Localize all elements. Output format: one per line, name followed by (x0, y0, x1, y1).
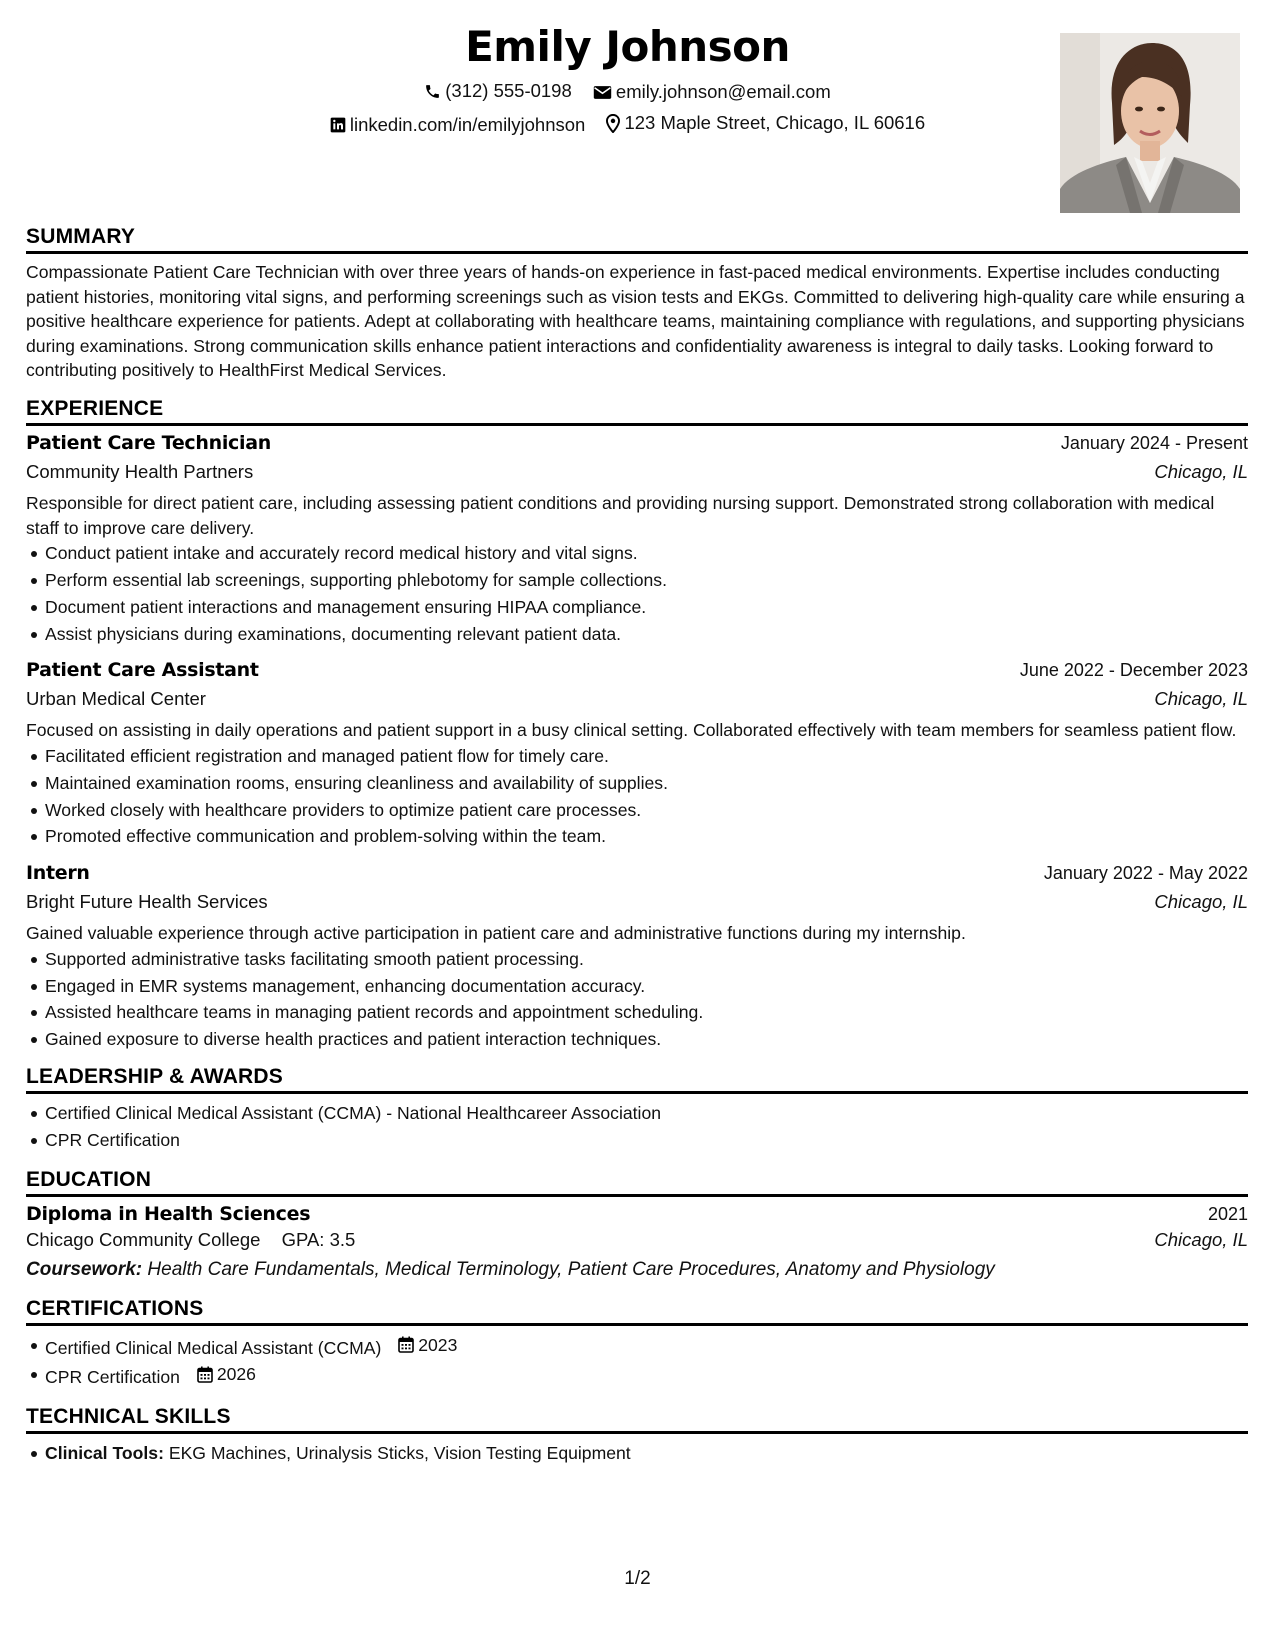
envelope-icon (593, 85, 612, 100)
job-organization: Urban Medical Center (26, 688, 206, 710)
bullet-item: Conduct patient intake and accurately record medical history and vital signs. (26, 540, 1248, 567)
certification-name: CPR Certification (45, 1367, 180, 1388)
bullet-item: Assist physicians during examinations, documenting relevant patient data. (26, 621, 1248, 648)
job-description: Focused on assisting in daily operations and patient support in a busy clinical setting. Collaborated effectively with team members for seamless patient flow. (26, 720, 1237, 741)
leadership-item: CPR Certification (26, 1127, 1248, 1154)
job-dates: January 2024 - Present (1060, 432, 1248, 453)
certification-date (398, 1332, 457, 1359)
skills-list (26, 1440, 1248, 1467)
experience-entry (26, 862, 1248, 1053)
skill-category: Clinical Tools: (45, 1442, 164, 1463)
job-dates: June 2022 - December 2023 (1019, 660, 1248, 681)
bullet-item: Engaged in EMR systems management, enhancing documentation accuracy. (26, 973, 1248, 1000)
job-bullets (26, 540, 1248, 647)
bullet-item: Worked closely with healthcare providers to optimize patient care processes. (26, 797, 1248, 824)
bullet-item: Gained exposure to diverse health practices and patient interaction techniques. (26, 1026, 1248, 1053)
job-title: Patient Care Technician (26, 431, 271, 454)
map-pin-icon (606, 114, 620, 133)
graduation-year: 2021 (1207, 1203, 1248, 1224)
bullet-item: Perform essential lab screenings, supporting phlebotomy for sample collections. (26, 567, 1248, 594)
bullet-item: Facilitated efficient registration and managed patient flow for timely care. (26, 743, 1248, 770)
leadership-section (26, 1065, 1248, 1154)
skill-item (26, 1440, 1248, 1467)
phone-number: (312) 555-0198 (445, 80, 572, 101)
skills-section (26, 1405, 1248, 1467)
job-bullets (26, 946, 1248, 1053)
job-description: Gained valuable experience through active participation in patient care and administrative functions during my internship. (26, 923, 966, 944)
linkedin-url[interactable]: linkedin.com/in/emilyjohnson (349, 113, 586, 135)
certification-item (26, 1361, 1248, 1391)
phone-contact (424, 80, 572, 102)
certification-date (197, 1361, 256, 1388)
school-location: Chicago, IL (1154, 1228, 1248, 1250)
phone-icon (424, 83, 441, 100)
section-heading-education: EDUCATION (26, 1168, 1248, 1197)
section-heading-certifications: CERTIFICATIONS (26, 1297, 1248, 1326)
linkedin-contact[interactable] (330, 114, 585, 136)
summary-text: Compassionate Patient Care Technician with over three years of hands-on experience in fast-paced medical environments. Expertise includes conducting patient histories, monitoring vital signs, and performing screenings such as vision tests and EKGs. Committed to delivering high-quality care while ensuring a positive healthcare experience for patients. Adept at collaborating with healthcare teams, maintaining compliance with regulations, and supporting physicians during examinations. Strong communication skills enhance patient interactions and confidentiality awareness is integral to daily tasks. Looking forward to contributing positively to HealthFirst Medical Services. (26, 262, 1245, 381)
job-location: Chicago, IL (1154, 891, 1248, 913)
school-name: Chicago Community College (26, 1228, 261, 1250)
bullet-item: Maintained examination rooms, ensuring cleanliness and availability of supplies. (26, 770, 1248, 797)
certifications-list (26, 1332, 1248, 1391)
job-dates: January 2022 - May 2022 (1043, 863, 1248, 884)
certification-name: Certified Clinical Medical Assistant (CCMA) (45, 1337, 382, 1358)
email-contact[interactable] (593, 81, 831, 103)
job-description: Responsible for direct patient care, including assessing patient conditions and providing nursing support. Demonstrated strong collaboration with medical staff to improve care delivery. (26, 492, 1215, 538)
leadership-item: Certified Clinical Medical Assistant (CCMA) - National Healthcareer Association (26, 1100, 1248, 1127)
email-address[interactable]: emily.johnson@email.com (615, 81, 831, 102)
job-organization: Bright Future Health Services (26, 891, 268, 913)
address-contact (606, 112, 925, 134)
summary-section (26, 225, 1248, 383)
leadership-list (26, 1100, 1248, 1154)
candidate-name: Emily Johnson (465, 22, 790, 71)
profile-photo (1060, 33, 1240, 213)
coursework (26, 1259, 1248, 1281)
gpa: GPA: 3.5 (281, 1228, 356, 1250)
street-address: 123 Maple Street, Chicago, IL 60616 (624, 112, 926, 133)
section-heading-summary: SUMMARY (26, 225, 1248, 254)
coursework-label: Coursework: (26, 1258, 143, 1280)
job-location: Chicago, IL (1154, 688, 1248, 710)
calendar-icon (398, 1336, 414, 1353)
calendar-icon (197, 1366, 213, 1383)
job-title: Intern (26, 862, 90, 885)
certification-item (26, 1332, 1248, 1362)
bullet-item: Document patient interactions and management ensuring HIPAA compliance. (26, 594, 1248, 621)
degree-title: Diploma in Health Sciences (26, 1202, 311, 1225)
section-heading-skills: TECHNICAL SKILLS (26, 1405, 1248, 1434)
education-section (26, 1168, 1248, 1281)
experience-entry (26, 659, 1248, 850)
bullet-item: Assisted healthcare teams in managing patient records and appointment scheduling. (26, 999, 1248, 1026)
skill-values: EKG Machines, Urinalysis Sticks, Vision Testing Equipment (168, 1442, 631, 1463)
certification-year: 2026 (216, 1364, 256, 1385)
certification-year: 2023 (418, 1334, 458, 1355)
job-title: Patient Care Assistant (26, 659, 259, 682)
certifications-section (26, 1297, 1248, 1391)
job-bullets (26, 743, 1248, 850)
linkedin-icon (330, 117, 346, 133)
resume-body (26, 225, 1248, 1481)
section-heading-leadership: LEADERSHIP & AWARDS (26, 1065, 1248, 1094)
coursework-list: Health Care Fundamentals, Medical Terminology, Patient Care Procedures, Anatomy and Physiology (147, 1258, 995, 1280)
section-heading-experience: EXPERIENCE (26, 397, 1248, 426)
experience-entry (26, 432, 1248, 647)
bullet-item: Promoted effective communication and problem-solving within the team. (26, 823, 1248, 850)
resume-header (0, 0, 1275, 215)
experience-section (26, 397, 1248, 1053)
job-location: Chicago, IL (1154, 460, 1248, 482)
bullet-item: Supported administrative tasks facilitating smooth patient processing. (26, 946, 1248, 973)
page-number: 1/2 (624, 1568, 651, 1589)
job-organization: Community Health Partners (26, 460, 254, 482)
